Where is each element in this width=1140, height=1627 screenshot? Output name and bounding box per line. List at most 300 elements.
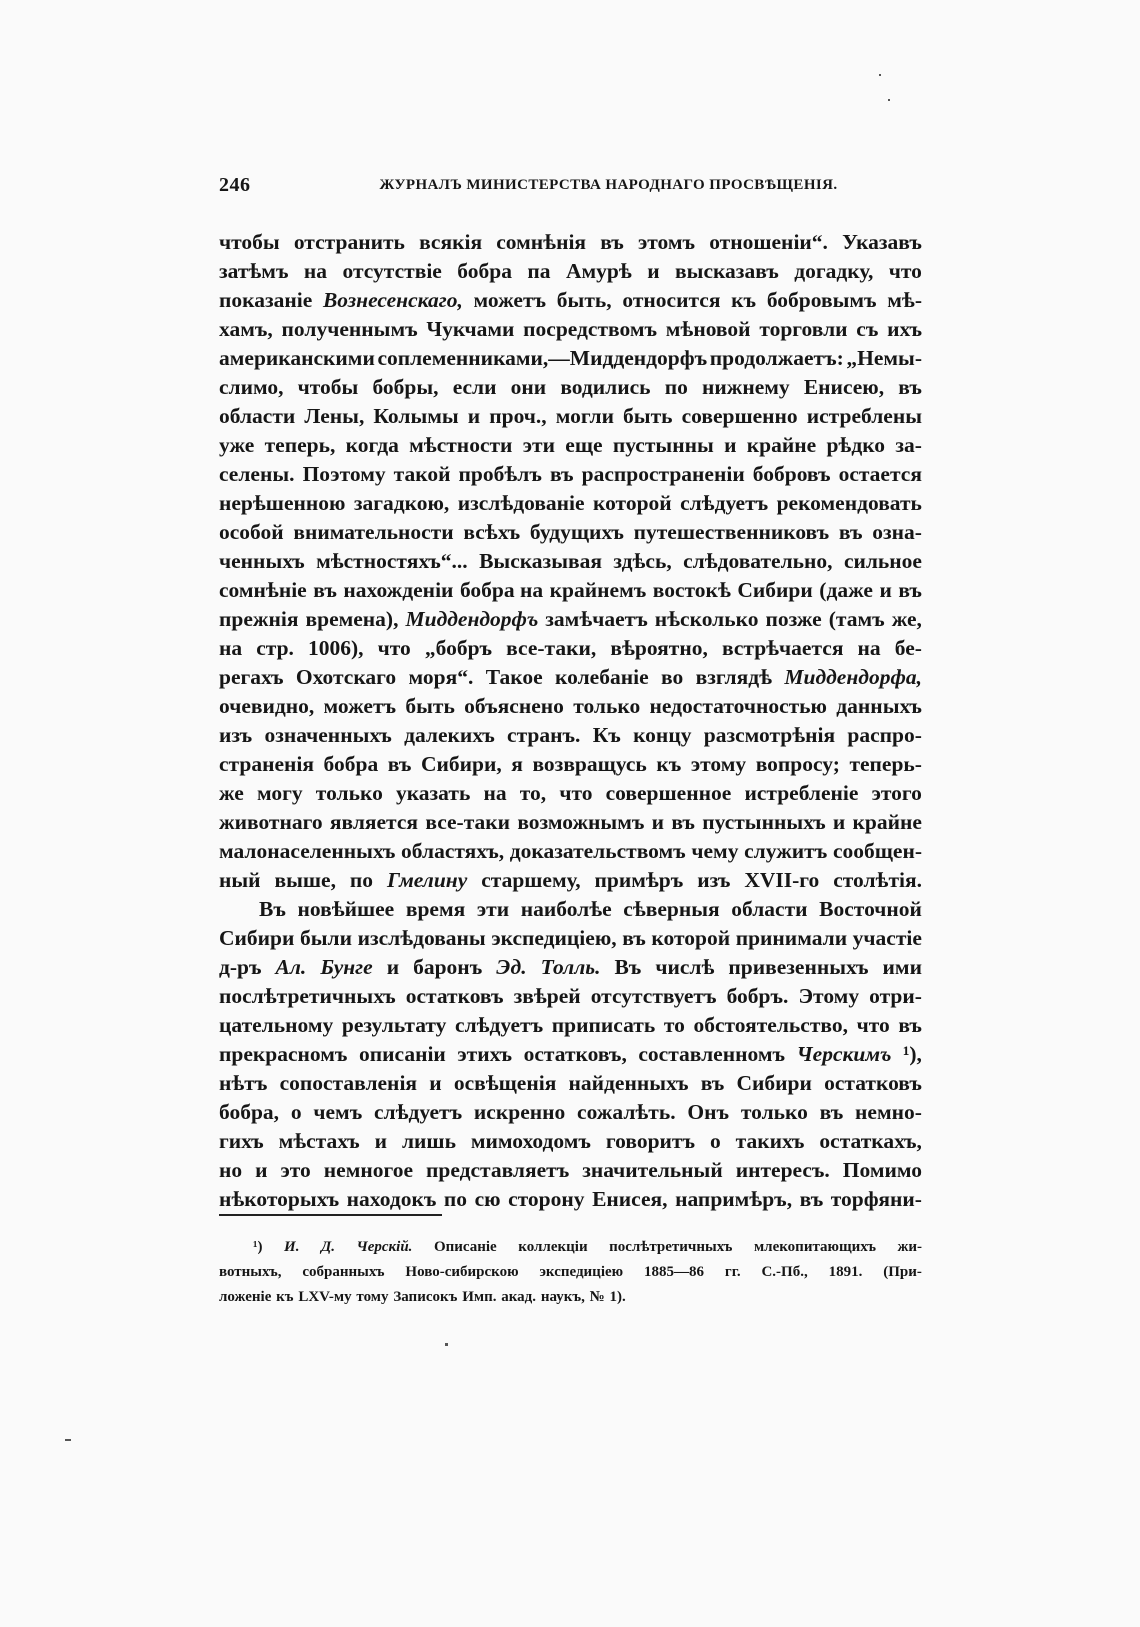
footnote-line [219, 1285, 922, 1310]
word: сомнѣнія [496, 230, 587, 254]
scan-speck [879, 74, 881, 76]
word: (даже [819, 578, 873, 602]
word: всякія [419, 230, 483, 254]
word: бобра на [459, 578, 544, 602]
word: если [452, 375, 497, 399]
word: мѣстахъ [278, 1129, 360, 1153]
word: ими [882, 955, 922, 979]
word: бобры, [372, 375, 439, 399]
word: нахожденіи [343, 578, 454, 602]
word: страненія [219, 752, 314, 776]
word: числѣ [655, 955, 715, 979]
word: гихъ [219, 1129, 264, 1153]
word: нѣкоторыхъ [219, 1187, 340, 1211]
word: привезенныхъ [728, 955, 869, 979]
word: нерѣшенною [219, 491, 346, 515]
word: ¹), [902, 1042, 922, 1066]
word: служитъ [744, 839, 828, 863]
word: сообщен- [832, 839, 922, 863]
word: Къ [592, 723, 621, 747]
word: мѣстности [409, 433, 513, 457]
text-line [219, 1011, 922, 1040]
word: мимоходомъ [470, 1129, 591, 1153]
word: бобра, [219, 1100, 280, 1124]
text-line [219, 576, 922, 605]
word: и [651, 810, 665, 834]
word: и [467, 404, 481, 428]
word: па [527, 259, 551, 283]
word: этихъ [457, 1042, 513, 1066]
running-title: ЖУРНАЛЪ МИНИСТЕРСТВА НАРОДНАГО ПРОСВѢЩЕНІЯ. [379, 177, 838, 193]
text-line [219, 1156, 922, 1185]
word: въ [898, 578, 922, 602]
word: Енисею, [803, 375, 885, 399]
text-line [219, 228, 922, 257]
word: изслѣдованы [357, 926, 486, 950]
word: и [647, 259, 660, 283]
word: внимательности [293, 520, 454, 544]
word: совершенно [681, 404, 798, 428]
word: этого [871, 781, 922, 805]
word: Эд. [496, 955, 527, 979]
word: въ [600, 230, 624, 254]
text-line [219, 286, 922, 315]
word: ¹) [253, 1239, 263, 1255]
word: только [740, 1100, 808, 1124]
word: освѣщенія [453, 1071, 557, 1095]
word: показаніе [219, 288, 313, 312]
word: малонаселенныхъ [219, 839, 396, 863]
word: и [255, 1158, 268, 1182]
text-line [219, 344, 922, 373]
word: что [856, 1013, 890, 1037]
word: были [299, 926, 352, 950]
word: 1891. [828, 1264, 863, 1280]
scan-speck [445, 1343, 448, 1346]
word: Толль. [540, 955, 601, 979]
word: № [589, 1289, 605, 1305]
word: мѣ- [887, 288, 922, 312]
word: представляетъ [425, 1158, 570, 1182]
word: 1006), [308, 636, 364, 660]
word: вотныхъ, [219, 1264, 282, 1280]
word: примѣръ [594, 868, 684, 892]
word: д-ръ [219, 955, 262, 979]
word: взглядѣ [695, 665, 773, 689]
word: и [879, 578, 892, 602]
word: посредствомъ [523, 317, 658, 341]
word: напримѣръ, [675, 1187, 793, 1211]
word: новѣйшее [297, 897, 395, 921]
word: Колымы [373, 404, 459, 428]
word: Онъ [687, 1100, 730, 1124]
word: сомнѣніе [219, 578, 307, 602]
word: въ [622, 926, 646, 950]
word: отсутствіе [342, 259, 442, 283]
word: (При- [883, 1264, 922, 1280]
word: выше, [274, 868, 336, 892]
word: въ [700, 1071, 725, 1095]
word: быть, [556, 288, 612, 312]
word: теперь, [264, 433, 336, 457]
body-text [219, 228, 922, 1214]
word: Чукчами [426, 317, 515, 341]
scan-speck [65, 1439, 71, 1441]
word: только [315, 781, 383, 805]
word: и [724, 433, 737, 457]
text-line [219, 866, 922, 895]
word: въ [313, 578, 337, 602]
word: американскими [219, 346, 375, 370]
word: отношеніи“. [709, 230, 828, 254]
word: Миддендорфъ [405, 607, 539, 631]
word: очевидно, [219, 694, 315, 718]
word: могу [257, 781, 303, 805]
text-line [219, 924, 922, 953]
word: же [219, 781, 244, 805]
word: что [888, 259, 922, 283]
word: далекихъ [404, 723, 495, 747]
word: въ [549, 462, 574, 486]
word: чему [691, 839, 739, 863]
text-line [219, 721, 922, 750]
word: возможнымъ [517, 810, 645, 834]
word: мѣстностяхъ“... [316, 549, 468, 573]
word: бобровымъ [766, 288, 877, 312]
word: могли [555, 404, 614, 428]
text-line [219, 315, 922, 344]
text-line [219, 808, 922, 837]
word: Такое [485, 665, 543, 689]
word: сторону [508, 1187, 585, 1211]
word: путешественниковъ [633, 520, 830, 544]
word: Записокъ [393, 1289, 458, 1305]
word: такихъ [735, 1129, 805, 1153]
word: экспедиціею, [491, 926, 617, 950]
word: слѣдуетъ [680, 491, 769, 515]
word: моря“. [408, 665, 474, 689]
word: къ [276, 1289, 294, 1305]
word: Этому [798, 984, 860, 1008]
word: Поэтому [302, 462, 386, 486]
word: послѣтретичныхъ [609, 1239, 733, 1255]
word: къ [656, 752, 682, 776]
word: замѣчаетъ [545, 607, 648, 631]
word: въ [799, 1187, 824, 1211]
word: водились [560, 375, 651, 399]
word: изъ [697, 868, 731, 892]
word: звѣрей [513, 984, 581, 1008]
word: находокъ [346, 1187, 437, 1211]
word: Амурѣ [566, 259, 632, 283]
word: концу [633, 723, 692, 747]
word: области [731, 897, 808, 921]
word: млекопитающихъ [753, 1239, 876, 1255]
word: о [290, 1100, 302, 1124]
word: но [219, 1158, 243, 1182]
word: Охотскаго [295, 665, 397, 689]
word: искренно [473, 1100, 566, 1124]
word: быть [623, 404, 673, 428]
word: чемъ [313, 1100, 363, 1124]
text-line [219, 953, 922, 982]
word: Черскій. [356, 1239, 413, 1255]
word: относится [622, 288, 721, 312]
word: крайне [746, 433, 817, 457]
word: времена), [305, 607, 399, 631]
word: чтобы [297, 375, 359, 399]
word: я [511, 752, 523, 776]
word: затѣмъ [219, 259, 289, 283]
word: это [280, 1158, 311, 1182]
word: въ [387, 752, 412, 776]
word: результату [341, 1013, 447, 1037]
word: здѣсь, [613, 549, 672, 573]
word: Высказывая [479, 549, 602, 573]
text-line [219, 895, 922, 924]
word: этомъ [637, 230, 696, 254]
word: наиболѣе [520, 897, 612, 921]
word: догадку, [794, 259, 874, 283]
word: только [573, 694, 641, 718]
word: можетъ [473, 288, 547, 312]
word: говоритъ [605, 1129, 696, 1153]
scan-speck [888, 99, 890, 101]
word: Ново-сибирскою [405, 1264, 519, 1280]
word: составленномъ [638, 1042, 786, 1066]
word: приписать [551, 1013, 656, 1037]
word: стр. [256, 636, 294, 660]
word: принимали [735, 926, 848, 950]
word: все-таки, [506, 636, 597, 660]
word: возвращусь [532, 752, 647, 776]
word: на [219, 636, 243, 660]
word: нѣсколько [654, 607, 759, 631]
word: слѣдуетъ [374, 1100, 463, 1124]
text-line [219, 750, 922, 779]
footnote-line [219, 1235, 922, 1260]
word: Енисея, [592, 1187, 668, 1211]
word: остатковъ [824, 1071, 922, 1095]
word: обстоятельство, [693, 1013, 848, 1037]
word: Вознесенскаго, [322, 288, 463, 312]
word: бе- [894, 636, 922, 660]
word: пробѣлъ [458, 462, 542, 486]
word: востокѣ [652, 578, 731, 602]
text-line [219, 489, 922, 518]
word: загадкою, [353, 491, 450, 515]
word: регахъ [219, 665, 284, 689]
word: тому [356, 1289, 389, 1305]
word: Бунге [320, 955, 373, 979]
word: теперь- [849, 752, 922, 776]
word: торговли [759, 317, 848, 341]
word: крайне [852, 810, 922, 834]
word: такой [393, 462, 451, 486]
word: на [303, 259, 328, 283]
text-line [219, 837, 922, 866]
word: нѣтъ [219, 1071, 268, 1095]
word: еще [565, 433, 603, 457]
word: чтобы [219, 230, 280, 254]
word: немногое [323, 1158, 413, 1182]
word: ихъ [887, 317, 922, 341]
word: жи- [897, 1239, 922, 1255]
word: эти [522, 433, 555, 457]
word: вопросу; [755, 752, 840, 776]
word: „Немы- [846, 346, 922, 370]
text-line [219, 518, 922, 547]
word: особой [219, 520, 284, 544]
word: эти [476, 897, 510, 921]
word: недостаточностью [649, 694, 827, 718]
footnote-line [219, 1260, 922, 1285]
word: слимо, [219, 375, 284, 399]
word: странъ. [507, 723, 581, 747]
word: данныхъ [836, 694, 922, 718]
word: которой [651, 926, 731, 950]
word: этому [690, 752, 747, 776]
text-line [219, 692, 922, 721]
word: бобра [323, 752, 379, 776]
word: отсутствуетъ [590, 984, 717, 1008]
word: сожалѣть. [577, 1100, 676, 1124]
word: то, [519, 781, 547, 805]
word: распространеніи [581, 462, 745, 486]
word: остатковъ, [523, 1042, 627, 1066]
page-number: 246 [219, 174, 251, 196]
word: означенныхъ [264, 723, 392, 747]
word: остается [838, 462, 922, 486]
word: XVII-го [744, 868, 820, 892]
text-line [219, 605, 922, 634]
word: рѣдко [826, 433, 886, 457]
word: LXV-му [298, 1289, 352, 1305]
text-line [219, 634, 922, 663]
word: въ [898, 375, 922, 399]
word: будущихъ [529, 520, 624, 544]
word: рекомендовать [776, 491, 922, 515]
word: Имп. [462, 1289, 497, 1305]
word: мѣновой [665, 317, 751, 341]
word: Сибири [219, 926, 295, 950]
text-line [219, 1185, 922, 1214]
word: истреблены [806, 404, 922, 428]
word: торфяни- [830, 1187, 922, 1211]
text-line [219, 982, 922, 1011]
word: остаткахъ, [819, 1129, 922, 1153]
word: сопоставленія [279, 1071, 418, 1095]
word: совершенное [605, 781, 732, 805]
word: Помимо [842, 1158, 922, 1182]
word: послѣтретичныхъ [219, 984, 396, 1008]
word: колебаніе [555, 665, 649, 689]
word: селены. [219, 462, 295, 486]
word: озна- [872, 520, 922, 544]
page-header [219, 174, 922, 204]
word: во [661, 665, 684, 689]
word: наукъ, [540, 1289, 585, 1305]
word: нижнему [701, 375, 790, 399]
word: доказательствомъ [509, 839, 686, 863]
word: Восточной [819, 897, 922, 921]
text-line [219, 431, 922, 460]
word: старшему, [481, 868, 581, 892]
word: прекрасномъ [219, 1042, 348, 1066]
word: 1885—86 [644, 1264, 704, 1280]
word: что [377, 636, 411, 660]
word: вѣроятно, [610, 636, 708, 660]
word: въ [898, 1013, 922, 1037]
word: объяснено [464, 694, 564, 718]
word: позже [765, 607, 822, 631]
word: немно- [855, 1100, 922, 1124]
word: что [559, 781, 593, 805]
word: лишь [401, 1129, 456, 1153]
word: къ [731, 288, 757, 312]
word: Сибири [737, 578, 813, 602]
word: по [443, 1187, 468, 1211]
word: все-таки [425, 810, 511, 834]
word: значительный [582, 1158, 723, 1182]
word: ченныхъ [219, 549, 305, 573]
word: Лены, [304, 404, 365, 428]
word: полученнымъ [281, 317, 418, 341]
word: коллекціи [518, 1239, 588, 1255]
word: животнаго [219, 810, 323, 834]
word: Сибири [736, 1071, 812, 1095]
word: областяхъ, [401, 839, 505, 863]
word: хамъ, [219, 317, 273, 341]
word: описаніи [358, 1042, 446, 1066]
word: ный [219, 868, 261, 892]
word: Гмелину [386, 868, 468, 892]
text-line [219, 1069, 922, 1098]
word: слѣдовательно, [683, 549, 833, 573]
word: изъ [219, 723, 253, 747]
word: Указавъ [842, 230, 922, 254]
word: уже [219, 433, 255, 457]
word: акад. [501, 1289, 537, 1305]
word: и [832, 810, 846, 834]
word: Миддендорфа, [784, 665, 922, 689]
word: Ал. [275, 955, 307, 979]
word: бобръ. [726, 984, 789, 1008]
word: то [663, 1013, 685, 1037]
word: на [857, 636, 881, 660]
footnote-rule [219, 1214, 442, 1216]
word: Черскимъ [796, 1042, 892, 1066]
word: Описаніе [433, 1239, 497, 1255]
word: Въ [259, 897, 286, 921]
word: они [510, 375, 547, 399]
word: цательному [219, 1013, 334, 1037]
word: пустынныхъ [702, 810, 826, 834]
word: ложеніе [219, 1289, 272, 1305]
word: И. [284, 1239, 300, 1255]
word: быть [405, 694, 455, 718]
word: баронъ [413, 955, 483, 979]
word: экспедиціею [539, 1264, 624, 1280]
word: всѣхъ [463, 520, 521, 544]
word: и [429, 1071, 442, 1095]
word: и [386, 955, 400, 979]
text-line [219, 1127, 922, 1156]
word: интересъ. [735, 1158, 830, 1182]
word: о [709, 1129, 721, 1153]
word: высказавъ [675, 259, 779, 283]
word: остатковъ [405, 984, 504, 1008]
